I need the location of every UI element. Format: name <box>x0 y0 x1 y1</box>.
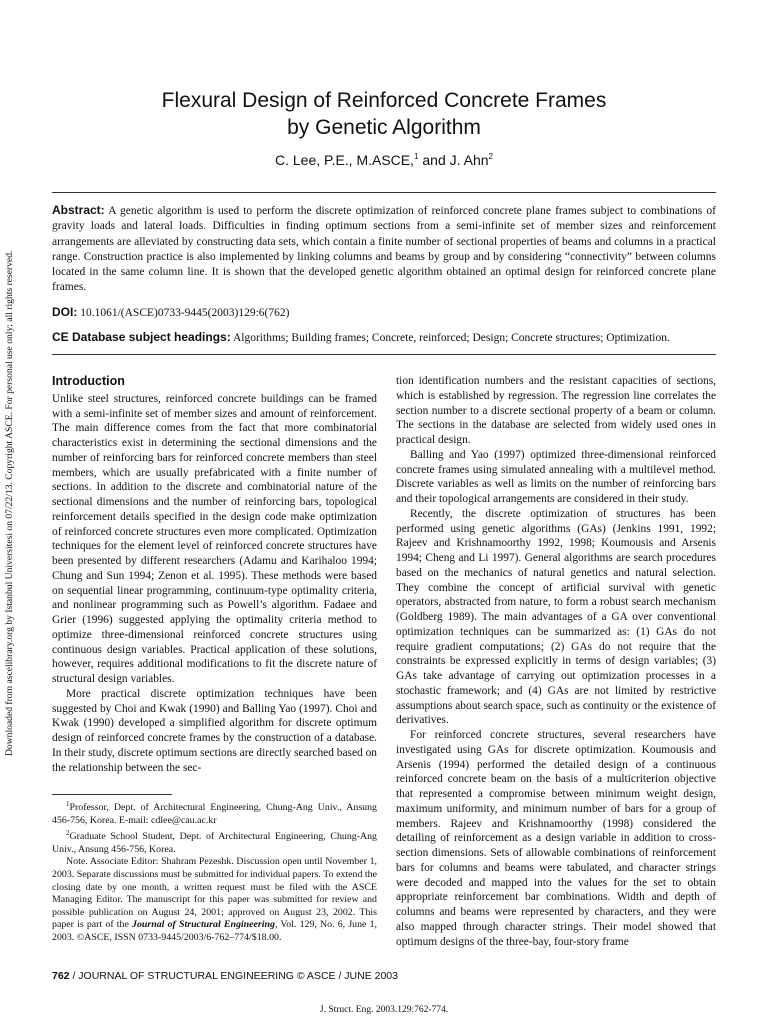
left-paragraph-1: Unlike steel structures, reinforced concrete buildings can be framed with a semi-infinite set of member sizes and amount of reinforcement. The main difference comes from the fact that more combinatorial characteristics exist in determining the sectional dimensions and the number of reinforcing bars for reinforced concrete members than steel members, which are usually prefabricated with a finite number of sections. In addition to the discrete and combinatorial nature of the sectional dimensions and the number of reinforcing bars, topological reinforcement details specified in the design code make optimization of reinforced concrete structures even more complicated. Optimization techniques for the element level of reinforced concrete structures have been presented by different researchers (Adamu and Karihaloo 1994; Chung and Sun 1994; Zenon et al. 1995). These methods were based on sequential linear programming, continuum-type optimality criteria, and nonlinear programming such as Powell’s algorithm. Fadaee and Grier (1996) suggested applying the optimality criteria method to optimize three-dimensional reinforced concrete structures using continuous design variables. Practical application of these solutions, however, requires additional modifications to fit the discrete nature of structural design variables. <box>52 392 377 685</box>
subject-value: Algorithms; Building frames; Concrete, reinforced; Design; Concrete structures; Optimization. <box>232 332 670 344</box>
top-rule <box>52 192 716 193</box>
citation: J. Struct. Eng. 2003.129:762-774. <box>319 1005 449 1015</box>
subject-headings <box>52 330 716 344</box>
left-column <box>52 374 377 775</box>
right-paragraph-4: For reinforced concrete structures, several researchers have investigated using GAs for discrete optimization. Koumousis and Arsenis (1994) performed the detailed design of a continuous reinforced concrete beam on the basis of a multicriterion objective that represented a compromise between minimum weight design, maximum uniformity, and minimum number of bars for a group of members. Rajeev and Krishnamoorthy (1998) considered the detailing of reinforcement as a design variable in addition to cross-section dimensions. Sets of allowable combinations of reinforcement bars for columns and beams were tabulated, and character strings were decoded and mapped into the values for the set to obtain appropriate reinforcement bar combinations. Width and depth of columns and beams were represented by characters, and they were also mapped through character strings. Their model showed that optimum designs of the three-bay, four-story frame <box>396 729 716 948</box>
editor-note-post: , Vol. 129, No. 6, June 1, 2003. ©ASCE, ISSN 0733-9445/2003/6-762–774/$18.00. <box>52 919 377 943</box>
editor-note-pre: Note. Associate Editor: Shahram Pezeshk. Discussion open until November 1, 2003. Separate discussions must be submitted for individual papers. To extend the closing date by one month, a written request must be filed with the ASCE Managing Editor. The manuscript for this paper was submitted for review and possible publication on August 24, 2001; approved on August 23, 2002. This paper is part of the <box>52 856 377 931</box>
doi <box>52 305 716 319</box>
footnote-2-text: Graduate School Student, Dept. of Architectural Engineering, Chung-Ang Univ., Ansung 456-756, Korea. <box>52 831 377 855</box>
footnote-1-mark: 1 <box>66 800 70 808</box>
right-column <box>396 374 716 949</box>
right-paragraph-1: tion identification numbers and the resistant capacities of sections, which is established by regression. The regression line correlates the section number to a discrete sectional property of a beam or column. The sections in the database are selected from widely used ones in practical design. <box>396 375 716 446</box>
footnote-2-mark: 2 <box>66 829 70 838</box>
footnotes <box>52 798 377 945</box>
footnote-1-text: Professor, Dept. of Architectural Engineering, Chung-Ang Univ., Ansung 456-756, Korea. E-mail: cdlee@cau.ac.kr <box>52 802 377 826</box>
author-2: and J. Ahn <box>418 152 489 168</box>
author-2-mark: 2 <box>488 152 493 161</box>
doi-value[interactable]: 10.1061/(ASCE)0733-9445(2003)129:6(762) <box>80 307 290 319</box>
subject-label: CE Database subject headings: <box>52 330 231 344</box>
abstract-label: Abstract: <box>52 203 105 217</box>
left-paragraph-2: More practical discrete optimization techniques have been suggested by Choi and Kwak (1990) and Balling Yao (1997). Choi and Kwak (1990) developed a simplified algorithm for discrete optimum design of reinforced concrete frames by the construction of a database. In their study, discrete optimum sections are directly searched based on the relationship between the sec- <box>52 687 377 774</box>
paper-title-line-1: Flexural Design of Reinforced Concrete Frames <box>161 89 607 112</box>
download-notice <box>2 236 18 756</box>
page-number: 762 <box>52 970 70 982</box>
journal-footer: / JOURNAL OF STRUCTURAL ENGINEERING © ASCE / JUNE 2003 <box>69 970 398 982</box>
footnote-rule <box>52 794 172 795</box>
doi-label: DOI: <box>52 305 78 319</box>
abstract <box>52 203 716 296</box>
author-1: C. Lee, P.E., M.ASCE, <box>275 152 415 168</box>
author-1-mark: 1 <box>414 152 419 161</box>
page-footer <box>52 970 452 982</box>
paper-title-line-2: by Genetic Algorithm <box>287 116 481 139</box>
authors <box>0 152 768 168</box>
abstract-text: A genetic algorithm is used to perform the discrete optimization of reinforced concrete plane frames subject to combinations of gravity loads and lateral loads. Difficulties in finding optimum sections from a semi-infinite set of member sizes and reinforcement arrangements are alleviated by constructing data sets, which contain a finite number of sectional properties of beams and columns in a practical range. Construction practice is also implemented by linking columns and beams by group and by considering “connectivity” between columns located in the same column line. It is shown that the developed genetic algorithm obtained an optimal design for reinforced concrete plane frames. <box>52 205 716 294</box>
right-paragraph-2: Balling and Yao (1997) optimized three-dimensional reinforced concrete frames using simulated annealing with a multilevel method. Discrete variables as well as limits on the number of reinforcing bars and their topological arrangements are considered in their study. <box>396 448 716 505</box>
footnote-2 <box>52 827 377 856</box>
editor-note-journal: Journal of Structural Engineering <box>132 919 275 931</box>
footnote-1 <box>52 798 377 827</box>
right-paragraph-3: Recently, the discrete optimization of structures has been performed using genetic algorithms (GAs) (Jenkins 1991, 1992; Rajeev and Krishnamoorthy 1992, 1998; Koumousis and Arsenis 1994; Cheng and Li 1997). General algorithms are search procedures based on the mechanics of natural genetics and natural selection. They combine the concept of artificial survival with genetic operators, abstracted from nature, to form a robust search mechanism (Goldberg 1989). The main advantages of a GA over conventional optimization techniques can be summarized as: (1) GAs do not require gradient computations; (2) GAs do not require that the constraints be expressed explicitly in terms of design variables; (3) GAs take advantage of carrying out optimization processes in a stochastic framework; and (4) GAs are not limited by restrictive assumptions about search space, such as continuity or the existence of derivatives. <box>396 507 716 727</box>
download-notice-text: Downloaded from ascelibrary.org by Istanbul Universitesi on 07/22/13. Copyright ASCE. For personal use only; all rights reserved. <box>4 250 15 756</box>
bottom-rule <box>52 354 716 355</box>
editor-note <box>52 856 377 944</box>
intro-heading: Introduction <box>52 374 125 388</box>
